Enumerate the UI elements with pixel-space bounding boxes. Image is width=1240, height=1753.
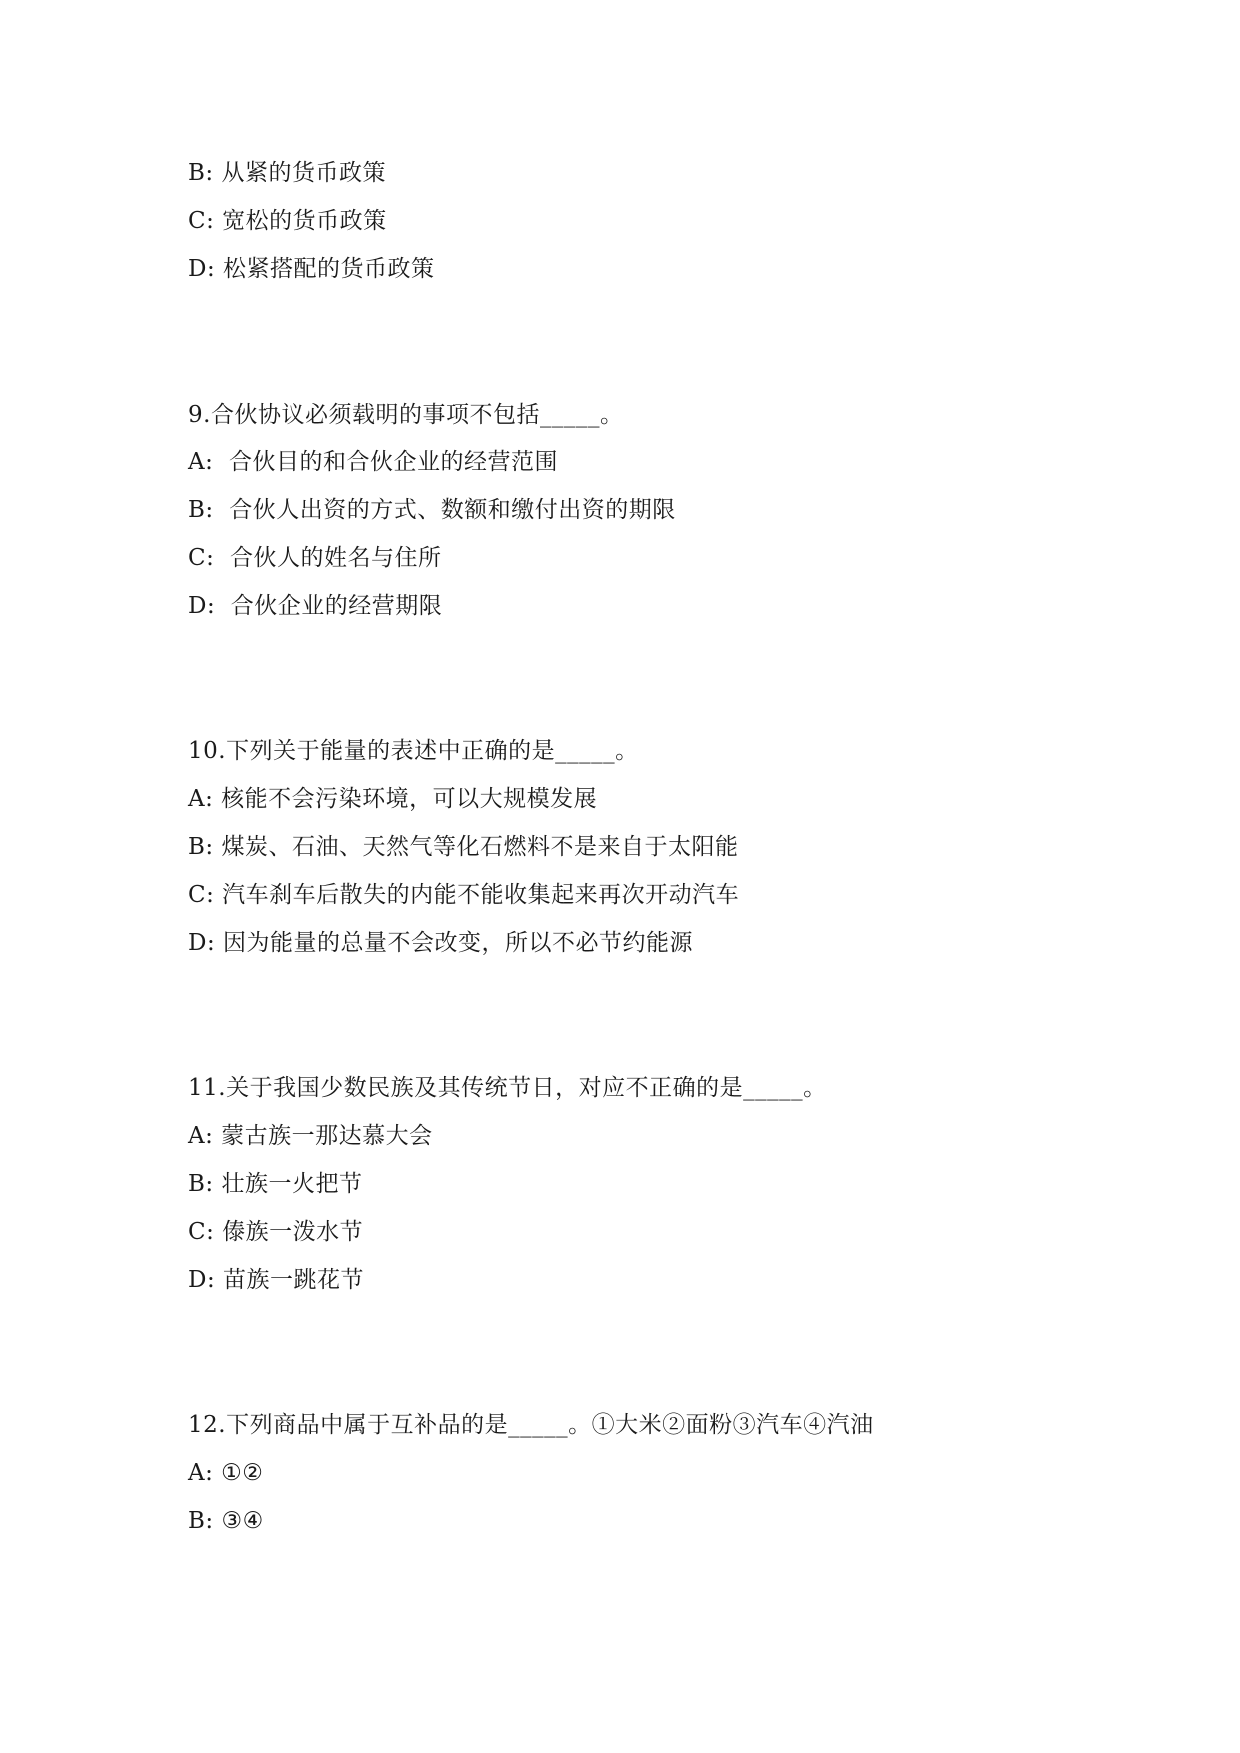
question-11-stem: 11.关于我国少数民族及其传统节日，对应不正确的是_____。 bbox=[188, 1075, 827, 1101]
question-11-option-c: C: 傣族一泼水节 bbox=[188, 1219, 364, 1245]
question-11-option-d: D: 苗族一跳花节 bbox=[188, 1267, 365, 1293]
question-12-option-a: A: ①② bbox=[188, 1460, 264, 1486]
question-11-option-a: A: 蒙古族一那达慕大会 bbox=[188, 1123, 433, 1149]
question-10-option-b: B: 煤炭、石油、天然气等化石燃料不是来自于太阳能 bbox=[188, 834, 739, 860]
question-10-option-c: C: 汽车刹车后散失的内能不能收集起来再次开动汽车 bbox=[188, 882, 740, 908]
question-9-option-b: B: 合伙人出资的方式、数额和缴付出资的期限 bbox=[188, 497, 676, 523]
question-12-stem: 12.下列商品中属于互补品的是_____。①大米②面粉③汽车④汽油 bbox=[188, 1412, 874, 1438]
option-c: C: 宽松的货币政策 bbox=[188, 208, 387, 234]
question-11-option-b: B: 壮族一火把节 bbox=[188, 1171, 363, 1197]
question-12-option-b: B: ③④ bbox=[188, 1508, 264, 1534]
question-9-option-c: C: 合伙人的姓名与住所 bbox=[188, 545, 442, 571]
option-b: B: 从紧的货币政策 bbox=[188, 160, 386, 186]
question-9-stem: 9.合伙协议必须载明的事项不包括_____。 bbox=[188, 402, 624, 428]
question-10-option-d: D: 因为能量的总量不会改变，所以不必节约能源 bbox=[188, 930, 694, 956]
question-9-option-d: D: 合伙企业的经营期限 bbox=[188, 593, 443, 619]
question-10-option-a: A: 核能不会污染环境，可以大规模发展 bbox=[188, 786, 598, 812]
question-10-stem: 10.下列关于能量的表述中正确的是_____。 bbox=[188, 738, 639, 764]
question-9-option-a: A: 合伙目的和合伙企业的经营范围 bbox=[188, 449, 558, 475]
option-d: D: 松紧搭配的货币政策 bbox=[188, 256, 435, 282]
